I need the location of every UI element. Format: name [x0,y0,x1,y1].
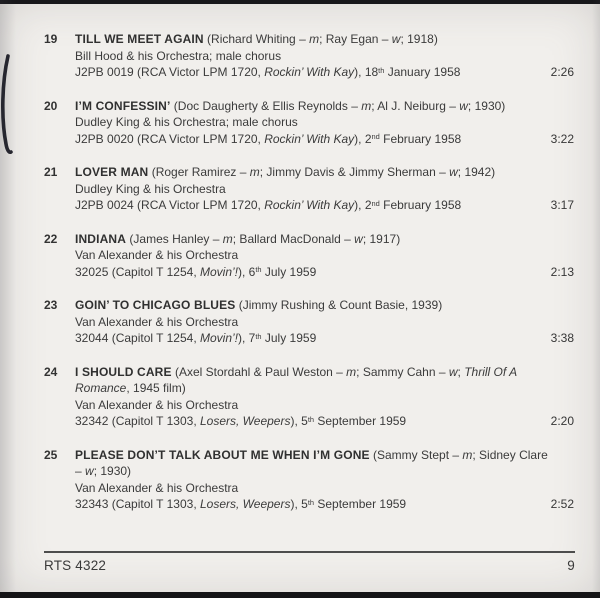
track-number: 25 [44,447,58,462]
track-entry [44,164,574,216]
track-line [75,447,574,464]
binding-staple-mark [0,52,14,164]
track-line [75,48,574,65]
track-line-text: 32342 (Capitol T 1303, Losers, Weepers), 5th September 1959 [75,414,407,428]
track-number: 21 [44,165,58,179]
track-lines [75,364,574,432]
track-line-text: Romance, 1945 film) [75,381,186,395]
track-line [75,114,574,131]
track-catalog-line [75,197,574,216]
track-duration: 3:22 [550,131,574,146]
track-line-text: 32044 (Capitol T 1254, Movin’!), 7th July 1959 [75,331,317,345]
track-number: 24 [44,364,58,379]
track-line [75,247,574,264]
track-catalog-line [75,64,574,83]
track-catalog-line [75,413,574,432]
track-lines [75,297,574,349]
track-line-text: – w; 1930) [75,464,132,478]
track-line [75,164,574,181]
track-line [75,31,574,48]
track-number: 19 [44,32,58,46]
track-duration: 3:38 [550,331,574,345]
track-line-text: I SHOULD CARE (Axel Stordahl & Paul Weston – m; Sammy Cahn – w; Thrill Of A [75,364,518,379]
track-entry [44,231,574,283]
track-line-text: LOVER MAN (Roger Ramirez – m; Jimmy Davis & Jimmy Sherman – w; 1942) [75,165,496,179]
track-line-text: J2PB 0020 (RCA Victor LPM 1720, Rockin’ With Kay), 2nd February 1958 [75,131,462,146]
track-line [75,297,574,314]
track-duration: 3:17 [550,198,574,212]
track-line-text: Van Alexander & his Orchestra [75,248,239,262]
track-line-text: Bill Hood & his Orchestra; male chorus [75,48,282,63]
track-catalog-line [75,264,574,283]
track-duration: 2:13 [550,264,574,279]
track-catalog-line [75,131,574,150]
track-line [75,98,574,115]
track-list [44,31,574,530]
track-number: 22 [44,231,58,246]
track-lines [75,98,574,150]
track-number: 20 [44,98,58,113]
track-duration: 2:20 [550,414,574,428]
track-catalog-line [75,496,574,515]
track-lines [75,447,574,515]
track-number: 23 [44,298,58,312]
track-line-text: Van Alexander & his Orchestra [75,314,239,329]
track-line-text: Dudley King & his Orchestra; male chorus [75,115,298,129]
track-line [75,231,574,248]
track-line-text: J2PB 0019 (RCA Victor LPM 1720, Rockin’ With Kay), 18th January 1958 [75,65,461,79]
track-entry [44,447,574,515]
track-line-text: 32025 (Capitol T 1254, Movin’!), 6th July 1959 [75,264,317,279]
track-entry [44,98,574,150]
catalog-number: RTS 4322 [44,558,107,573]
track-lines [75,231,574,283]
scan-edge-bottom [0,592,600,598]
page-footer [44,551,575,573]
track-line [75,463,574,480]
track-lines [75,31,574,83]
track-line-text: J2PB 0024 (RCA Victor LPM 1720, Rockin’ With Kay), 2nd February 1958 [75,198,462,212]
track-catalog-line [75,330,574,349]
track-entry [44,297,574,349]
track-line [75,364,574,381]
track-line [75,380,574,397]
page-number: 9 [567,558,575,573]
track-line-text: PLEASE DON’T TALK ABOUT ME WHEN I’M GONE (Sammy Stept – m; Sidney Clare [75,447,548,462]
scan-edge-top [0,0,600,4]
track-duration: 2:52 [550,497,574,511]
track-entry [44,364,574,432]
track-line [75,397,574,414]
track-line-text: 32343 (Capitol T 1303, Losers, Weepers), 5th September 1959 [75,497,407,511]
track-duration: 2:26 [550,65,574,79]
track-line-text: Van Alexander & his Orchestra [75,480,239,495]
track-line-text: Van Alexander & his Orchestra [75,397,239,412]
track-entry [44,31,574,83]
track-line [75,314,574,331]
track-line [75,480,574,497]
track-line-text: I’M CONFESSIN’ (Doc Daugherty & Ellis Reynolds – m; Al J. Neiburg – w; 1930) [75,98,506,113]
track-line-text: Dudley King & his Orchestra [75,181,226,196]
track-line-text: INDIANA (James Hanley – m; Ballard MacDonald – w; 1917) [75,231,401,246]
track-line-text: GOIN’ TO CHICAGO BLUES (Jimmy Rushing & Count Basie, 1939) [75,298,443,312]
track-line [75,181,574,198]
track-lines [75,164,574,216]
track-line-text: TILL WE MEET AGAIN (Richard Whiting – m; Ray Egan – w; 1918) [75,32,438,46]
right-edge-shadow [592,0,600,598]
